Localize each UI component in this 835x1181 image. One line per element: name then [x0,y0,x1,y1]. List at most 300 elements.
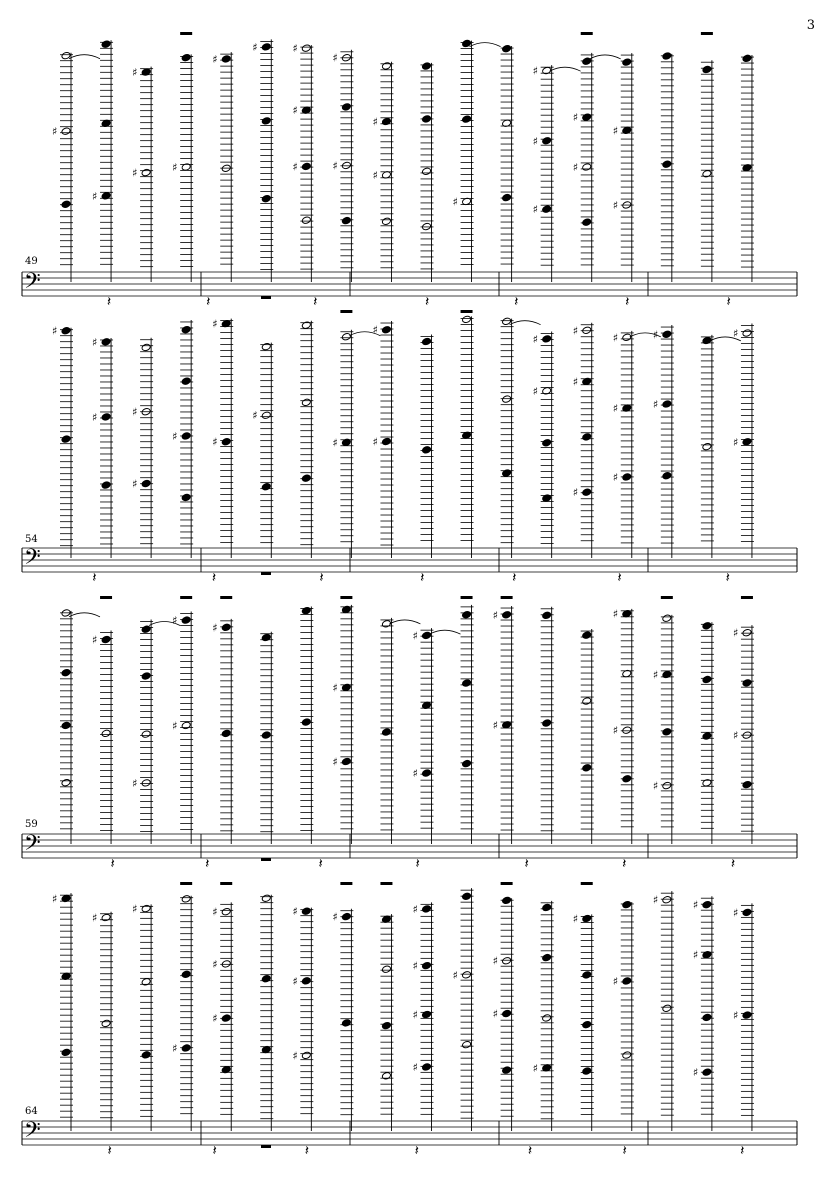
note-head [622,1051,632,1060]
note-head [261,731,271,740]
quarter-rest: 𝄽 [304,1143,310,1159]
quarter-rest: 𝄽 [212,1143,217,1159]
note-head [181,53,191,62]
sharp-accidental: ♯ [732,729,739,743]
note-head [542,719,552,728]
measure-number-system-4: 64 [25,1106,38,1117]
sharp-accidental: ♯ [412,1060,418,1074]
tie [430,630,461,634]
sharp-accidental: ♯ [132,66,138,80]
rest [220,596,232,599]
tie [550,67,581,71]
note-head [61,778,71,787]
sharp-accidental: ♯ [292,974,298,988]
sharp-accidental: ♯ [492,718,498,732]
note-head [542,953,552,962]
note-head [381,1021,391,1030]
note-head [662,160,672,169]
note-head [381,965,391,974]
sharp-accidental: ♯ [412,629,418,643]
note-head [502,395,512,404]
note-head [702,1013,712,1022]
rest [461,596,473,599]
tie [590,55,621,59]
sharp-accidental: ♯ [612,974,619,988]
note-head [542,439,552,448]
rest [340,882,352,885]
sharp-accidental: ♯ [452,195,458,209]
sharp-accidental: ♯ [332,159,338,173]
sharp-accidental: ♯ [652,328,659,342]
quarter-rest: 𝄽 [625,294,630,310]
sharp-accidental: ♯ [92,633,98,647]
quarter-rest: 𝄽 [205,856,210,872]
note-head [141,479,151,488]
sharp-accidental: ♯ [372,168,378,182]
sharp-accidental: ♯ [492,954,498,968]
sharp-accidental: ♯ [732,327,739,341]
note-head [221,437,231,446]
note-head [462,115,472,124]
quarter-rest: 𝄽 [92,570,97,586]
note-head [301,977,311,986]
note-head [702,622,712,631]
sharp-accidental: ♯ [132,776,138,790]
sharp-accidental: ♯ [132,902,138,916]
note-head [462,315,472,324]
quarter-rest: 𝄽 [622,1143,627,1159]
note-head [61,668,71,677]
note-head [542,611,552,620]
sharp-accidental: ♯ [332,51,338,65]
note-head [582,433,592,442]
note-head [622,774,632,783]
rest [340,596,352,599]
sharp-accidental: ♯ [212,435,218,449]
measure-number-system-1: 49 [25,256,38,267]
sharp-accidental: ♯ [372,323,378,337]
sharp-accidental: ♯ [572,160,579,174]
sharp-accidental: ♯ [292,104,298,118]
quarter-rest: 𝄽 [622,856,627,872]
sharp-accidental: ♯ [572,375,579,389]
rest [581,882,593,885]
note-head [341,216,351,225]
quarter-rest: 𝄽 [527,1143,533,1159]
note-head [181,721,191,730]
bass-clef: 𝄢 [24,1118,41,1148]
note-head [742,54,752,63]
quarter-rest: 𝄽 [514,294,519,310]
note-head [622,58,632,67]
note-head [341,683,351,692]
sharp-accidental: ♯ [692,1066,699,1080]
note-head [422,115,432,124]
sharp-accidental: ♯ [92,189,98,203]
note-head [301,718,311,727]
note-head [582,163,592,172]
note-head [542,494,552,503]
note-head [542,136,552,145]
note-head [101,635,111,644]
note-head [181,970,191,979]
note-head [462,971,472,980]
rest [380,882,392,885]
sharp-accidental: ♯ [92,410,98,424]
note-head [181,616,191,625]
sharp-accidental: ♯ [132,166,138,180]
rest [340,310,352,313]
note-head [582,1020,592,1029]
sharp-accidental: ♯ [572,912,579,926]
note-head [341,1019,351,1028]
sharp-accidental: ♯ [172,161,178,175]
note-head [301,606,311,615]
sharp-accidental: ♯ [332,681,338,695]
sharp-accidental: ♯ [492,1007,498,1021]
note-head [261,482,271,491]
measure-number-system-3: 59 [25,819,38,830]
sharp-accidental: ♯ [572,486,579,500]
note-head [462,610,472,619]
quarter-rest: 𝄽 [414,1143,419,1159]
sharp-accidental: ♯ [692,898,699,912]
tie [510,321,541,325]
sharp-accidental: ♯ [612,470,619,484]
note-head [301,162,311,171]
note-head [542,335,552,344]
note-head [542,903,552,912]
note-head [702,442,712,451]
half-rest [261,1145,271,1148]
rest [661,596,673,599]
sharp-accidental: ♯ [532,203,538,217]
note-head [61,721,71,730]
note-head [61,1048,71,1057]
note-head [101,1019,111,1028]
note-head [742,679,752,688]
note-head [221,907,231,916]
note-head [662,471,672,480]
sharp-accidental: ♯ [412,902,418,916]
rest [220,882,232,885]
note-head [422,1010,432,1019]
note-head [502,469,512,478]
sharp-accidental: ♯ [612,331,619,345]
note-head [422,961,432,970]
sharp-accidental: ♯ [172,429,178,443]
quarter-rest: 𝄽 [512,570,517,586]
note-head [141,672,151,681]
note-head [341,438,351,447]
note-head [702,675,712,684]
note-head [261,43,271,52]
note-head [61,326,71,335]
measure-number-system-2: 54 [25,534,38,545]
sharp-accidental: ♯ [612,402,619,416]
note-head [381,217,391,226]
quarter-rest: 𝄽 [725,570,730,586]
note-head [582,764,592,773]
note-head [582,1067,592,1076]
sharp-accidental: ♯ [412,959,418,973]
note-head [101,729,111,738]
sharp-accidental: ♯ [492,608,498,622]
note-head [101,913,111,922]
note-head [141,343,151,352]
sharp-accidental: ♯ [732,906,739,920]
sharp-accidental: ♯ [372,115,378,129]
note-head [101,413,111,422]
note-head [542,205,552,214]
quarter-rest: 𝄽 [730,856,736,872]
sharp-accidental: ♯ [612,607,619,621]
note-head [261,411,271,420]
note-head [221,623,231,632]
sharp-accidental: ♯ [52,125,58,139]
quarter-rest: 𝄽 [425,294,430,310]
note-head [381,1072,391,1081]
rest [180,882,192,885]
sharp-accidental: ♯ [732,1009,739,1023]
quarter-rest: 𝄽 [107,1143,112,1159]
note-head [542,1014,552,1023]
sharp-accidental: ♯ [412,1008,418,1022]
note-head [341,332,351,341]
note-head [341,912,351,921]
sharp-accidental: ♯ [212,317,218,331]
note-head [742,329,752,338]
note-head [502,896,512,905]
quarter-rest: 𝄽 [106,294,112,310]
note-head [101,481,111,490]
quarter-rest: 𝄽 [726,294,731,310]
note-head [61,435,71,444]
note-head [622,473,632,482]
note-head [462,679,472,688]
note-head [502,611,512,620]
sharp-accidental: ♯ [652,668,659,682]
sharp-accidental: ♯ [532,134,538,148]
note-head [662,895,672,904]
note-head [622,333,632,342]
sharp-accidental: ♯ [532,384,538,398]
note-head [702,1068,712,1077]
note-head [502,1009,512,1018]
sharp-accidental: ♯ [172,719,178,733]
sharp-accidental: ♯ [212,52,218,66]
quarter-rest: 𝄽 [420,570,425,586]
tie [389,620,420,624]
half-rest [261,858,271,861]
sharp-accidental: ♯ [372,435,378,449]
note-head [341,757,351,766]
half-rest [261,296,271,299]
quarter-rest: 𝄽 [206,294,211,310]
sharp-accidental: ♯ [212,621,218,635]
note-head [301,216,311,225]
bass-clef: 𝄢 [24,831,41,861]
note-head [662,781,672,790]
sharp-accidental: ♯ [612,198,619,212]
sharp-accidental: ♯ [732,626,739,640]
note-head [462,759,472,768]
note-head [622,726,632,735]
tie [470,43,501,47]
note-head [422,769,432,778]
note-head [381,117,391,126]
bass-clef: 𝄢 [24,269,41,299]
note-head [742,438,752,447]
note-head [141,978,151,987]
quarter-rest: 𝄽 [740,1143,745,1159]
sharp-accidental: ♯ [292,905,298,919]
note-head [582,631,592,640]
sharp-accidental: ♯ [652,398,659,412]
quarter-rest: 𝄽 [318,856,323,872]
quarter-rest: 𝄽 [524,856,529,872]
note-head [181,432,191,441]
sharp-accidental: ♯ [292,42,298,56]
note-head [141,779,151,788]
sharp-accidental: ♯ [332,436,338,450]
sharp-accidental: ♯ [52,892,58,906]
tie [69,613,100,617]
rest [501,596,513,599]
note-head [341,103,351,112]
note-head [221,1014,231,1023]
note-head [662,330,672,339]
note-head [301,321,311,330]
rest [180,32,192,35]
rest [501,882,513,885]
note-head [381,437,391,446]
sharp-accidental: ♯ [652,779,659,793]
note-head [702,732,712,741]
note-head [662,728,672,737]
note-head [662,670,672,679]
note-head [261,974,271,983]
sharp-accidental: ♯ [332,910,338,924]
sharp-accidental: ♯ [572,324,579,338]
note-head [582,914,592,923]
half-rest [261,572,271,575]
note-head [702,65,712,74]
note-head [422,1063,432,1072]
note-head [742,908,752,917]
sharp-accidental: ♯ [172,614,178,628]
note-head [261,633,271,642]
note-head [181,895,191,904]
sharp-accidental: ♯ [532,1061,538,1075]
note-head [381,325,391,334]
bass-clef: 𝄢 [24,545,41,575]
note-head [622,900,632,909]
note-head [181,325,191,334]
sharp-accidental: ♯ [652,893,659,907]
rest [701,32,713,35]
note-head [101,40,111,49]
note-head [502,44,512,53]
note-head [141,904,151,913]
sharp-accidental: ♯ [132,405,138,419]
sharp-accidental: ♯ [212,957,218,971]
note-head [502,956,512,965]
rest [581,32,593,35]
note-head [582,326,592,335]
note-head [742,628,752,637]
note-head [381,62,391,71]
note-head [301,1051,311,1060]
sharp-accidental: ♯ [292,1049,298,1063]
note-head [702,779,712,788]
note-head [261,342,271,351]
note-head [662,1004,672,1013]
note-head [261,894,271,903]
note-head [582,971,592,980]
note-head [101,338,111,347]
note-head [662,614,672,623]
note-head [261,117,271,126]
note-head [181,377,191,386]
sharp-accidental: ♯ [732,435,739,449]
note-head [582,113,592,122]
note-head [61,127,71,136]
note-head [702,900,712,909]
sharp-accidental: ♯ [612,124,619,138]
note-head [141,730,151,739]
rest [100,596,112,599]
quarter-rest: 𝄽 [211,570,217,586]
note-head [422,62,432,71]
sharp-accidental: ♯ [92,335,98,349]
sharp-accidental: ♯ [532,64,538,78]
quarter-rest: 𝄽 [313,294,318,310]
quarter-rest: 𝄽 [617,570,622,586]
note-head [582,697,592,706]
note-head [422,167,432,176]
rest [741,596,753,599]
note-head [422,337,432,346]
note-head [622,977,632,986]
note-head [502,1066,512,1075]
tie [69,55,100,59]
sharp-accidental: ♯ [172,1041,178,1055]
note-head [582,488,592,497]
sharp-accidental: ♯ [52,324,58,338]
note-head [742,1011,752,1020]
note-head [381,728,391,737]
note-head [181,493,191,502]
sharp-accidental: ♯ [452,968,458,982]
note-head [742,780,752,789]
note-head [662,400,672,409]
sharp-accidental: ♯ [532,332,538,346]
sharp-accidental: ♯ [252,40,258,54]
note-head [221,960,231,969]
rest [180,596,192,599]
note-head [301,44,311,53]
sharp-accidental: ♯ [612,724,619,738]
sharp-accidental: ♯ [92,911,98,925]
note-head [301,474,311,483]
sharp-accidental: ♯ [132,477,138,491]
sharp-accidental: ♯ [212,1012,218,1026]
quarter-rest: 𝄽 [110,856,115,872]
note-head [221,729,231,738]
note-head [422,905,432,914]
note-head [422,631,432,640]
